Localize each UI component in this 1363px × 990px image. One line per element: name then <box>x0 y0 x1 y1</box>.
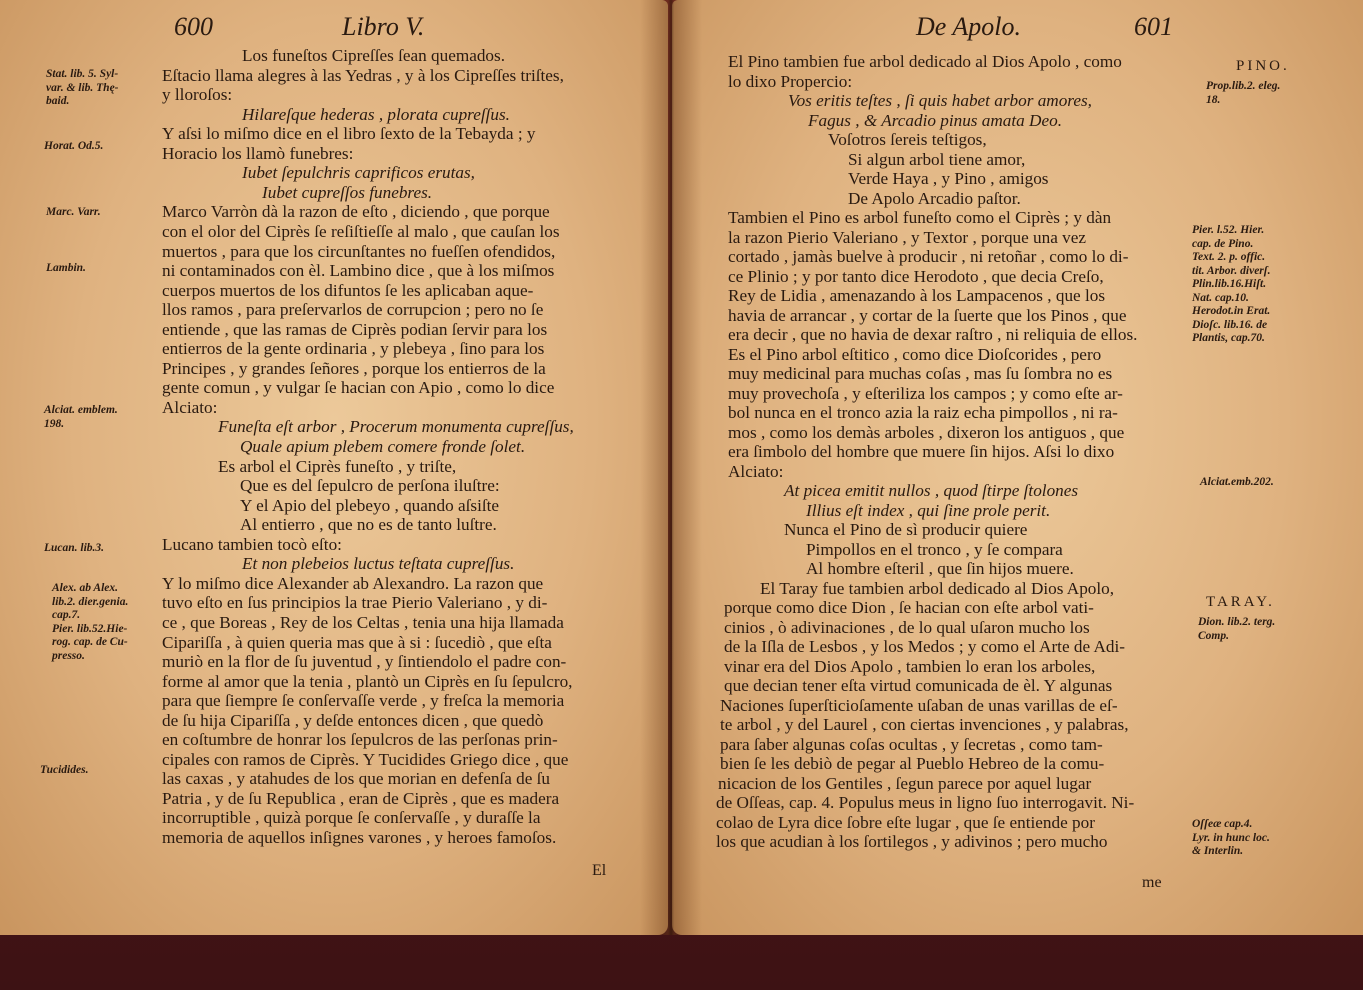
margin-note-line: Marc. Varr. <box>46 206 101 218</box>
left-text-line: cuerpos muertos de los difuntos ſe les aplicaban aque- <box>162 280 534 300</box>
right-running-head: De Apolo. <box>916 12 1021 41</box>
right-text-line: ce Plinio ; y por tanto dice Herodoto , que decia Creſo, <box>728 266 1104 286</box>
margin-note-alciato-2 <box>1200 476 1274 490</box>
left-text-line: de ſu hija Cipariſſa , y deſde entonces dicen , que quedò <box>162 710 544 730</box>
right-page-number: 601 <box>1134 12 1173 41</box>
right-text-line: nicacion de los Gentiles , ſegun parece por aquel lugar <box>718 773 1092 793</box>
left-text-line: y lloroſos: <box>162 85 233 105</box>
margin-note-pierio <box>1192 224 1270 346</box>
right-text-line: era ſimbolo del hombre que muere ſin hijos. Aſsi lo dixo <box>728 442 1115 461</box>
right-text-line: Nunca el Pino de sì producir quiere <box>784 520 1028 539</box>
right-text-line: de Oſſeas, cap. 4. Populus meus in ligno ſuo interrogavit. Ni- <box>716 793 1135 812</box>
margin-note-dion <box>1198 616 1275 643</box>
left-text-line: tuvo eſto en ſus principios la trae Pierio Valeriano , y di- <box>162 593 548 613</box>
margin-note-line: Plantis, cap.70. <box>1192 332 1265 344</box>
margin-note-line: lib.2. dier.genia. <box>52 595 129 608</box>
right-text-line: te arbol , y del Laurel , con ciertas invenciones , y palabras, <box>720 715 1129 734</box>
right-text-line: colao de Lyra dice ſobre eſte lugar , que ſe entiende por <box>716 812 1095 832</box>
left-text-line: Que es del ſepulcro de perſona iluſtre: <box>240 476 500 496</box>
right-text-line: que decian tener eſta virtud comunicada de èl. Y algunas <box>724 676 1113 695</box>
right-text-line: cinios , ò adivinaciones , de lo qual uſaron mucho los <box>724 617 1090 637</box>
right-text-line: Tambien el Pino es arbol funeſto como el Ciprès ; y dàn <box>728 208 1112 227</box>
margin-note-line: baid. <box>46 95 70 107</box>
right-text-line: At picea emitit nullos , quod ſtirpe ſtolones <box>784 481 1079 500</box>
right-text-line: bol nunca en el tronco azia la raiz echa pimpollos , ni ra- <box>728 403 1118 422</box>
margin-note-line: Tucidides. <box>40 764 89 776</box>
left-text-line: Y lo miſmo dice Alexander ab Alexandro. La razon que <box>162 573 544 593</box>
right-text-line: El Taray fue tambien arbol dedicado al Dios Apolo, <box>760 578 1115 598</box>
left-text-line: ce , que Boreas , Rey de los Celtas , tenia una hija llamada <box>162 612 564 632</box>
left-text-line: Patria , y de ſu Republica , eran de Ciprès , que es madera <box>162 788 560 808</box>
left-text-line: forme al amor que la tenia , plantò un Ciprès en ſu ſepulcro, <box>162 671 573 691</box>
margin-note-line: var. & lib. Thę- <box>46 81 119 94</box>
margin-note-osseae <box>1192 818 1270 859</box>
right-text-line: Naciones ſuperſticioſamente uſaban de unas varillas de eſ- <box>720 695 1118 715</box>
right-text-line: lo dixo Propercio: <box>728 71 853 91</box>
right-text-line: los que acudian à los ſortilegos , y adivinos ; pero mucho <box>716 832 1108 851</box>
left-text-line: llos ramos , para preſervarlos de corrupcion ; pero no ſe <box>162 300 544 320</box>
margin-note-line: Prop.lib.2. eleg. <box>1206 80 1281 92</box>
left-text-line: memoria de aquellos inſignes varones , y heroes famoſos. <box>162 828 557 847</box>
margin-note-line: presso. <box>52 649 85 662</box>
margin-note-line: & Interlin. <box>1192 845 1244 857</box>
margin-note-lambin <box>46 262 86 276</box>
left-text-line: Principes , y grandes ſeñores , porque los entierros de la <box>162 358 546 378</box>
left-text-line: Funeſta eſt arbor , Procerum monumenta cupreſſus, <box>218 417 574 437</box>
right-text-line: Verde Haya , y Pino , amigos <box>848 169 1049 188</box>
left-text-line: Lucano tambien tocò eſto: <box>162 534 342 554</box>
right-text-line: porque como dice Dion , ſe hacian con eſte arbol vati- <box>724 598 1094 617</box>
margin-note-alciato <box>44 404 118 431</box>
margin-note-line: Text. 2. p. offic. <box>1192 251 1266 263</box>
margin-note-alexander <box>52 582 128 663</box>
margin-note-line: Lucan. lib.3. <box>44 542 105 554</box>
right-text-line: Illius eſt index , qui ſine prole perit. <box>806 500 1051 520</box>
book-gutter <box>640 0 702 935</box>
left-text-line: Iubet cupreſſos funebres. <box>262 182 433 202</box>
margin-note-line: cap.7. <box>52 609 81 621</box>
right-text-line: Pimpollos en el tronco , y ſe compara <box>806 539 1063 559</box>
margin-note-line: cap. de Pino. <box>1192 237 1254 250</box>
margin-note-lucan <box>44 542 104 556</box>
margin-note-line: Lambin. <box>46 262 86 274</box>
right-text-line: Fagus , & Arcadio pinus amata Deo. <box>808 110 1062 130</box>
left-text-line: Alciato: <box>162 397 218 417</box>
margin-note-line: 198. <box>44 417 65 430</box>
margin-note-line: tit. Arbor. diverſ. <box>1192 264 1271 277</box>
margin-note-line: Horat. Od.5. <box>44 140 104 152</box>
margin-note-line: rog. cap. de Cu- <box>52 636 128 648</box>
left-text-line: incorruptible , quizà porque ſe conſervaſſe , y duraſſe la <box>162 808 541 828</box>
margin-note-line: Oſſeæ cap.4. <box>1192 818 1253 830</box>
left-text-line: entiende , que las ramas de Ciprès podian ſervir para los <box>162 319 548 339</box>
margin-note-line: Nat. cap.10. <box>1192 291 1249 304</box>
margin-note-line: Alciat.emb.202. <box>1200 476 1274 488</box>
margin-head-taray: TARAY. <box>1206 594 1275 610</box>
left-text-line: para que ſiempre ſe conſervaſſe verde , y freſca la memoria <box>162 691 565 711</box>
left-text-line: muertos , para que los circunſtantes no fueſſen ofendidos, <box>162 241 556 261</box>
left-text-line: Eſtacio llama alegres à las Yedras , y à los Cipreſſes triſtes, <box>162 65 564 85</box>
margin-note-line: Alex. ab Alex. <box>52 582 119 594</box>
left-text-line: las caxas , y atahudes de los que morian en defenſa de ſu <box>162 769 551 789</box>
margin-note-line: Alciat. emblem. <box>44 404 118 416</box>
margin-note-line: Herodot.in Erat. <box>1192 305 1271 317</box>
left-text-line: Hilareſque hederas , plorata cupreſſus. <box>242 104 510 124</box>
left-text-line: Es arbol el Ciprès funeſto , y triſte, <box>218 456 457 476</box>
margin-note-line: Comp. <box>1198 629 1229 642</box>
right-text-line: Vos eritis teſtes , ſi quis habet arbor amores, <box>788 91 1092 110</box>
left-text-line: muriò en la flor de ſu juventud , y ſintiendolo el padre con- <box>162 652 567 672</box>
left-text-line: entierros de la gente ordinaria , y plebeya , ſino para los <box>162 339 545 359</box>
right-text-line: para ſaber algunas coſas ocultas , y ſecretas , como tam- <box>720 734 1103 754</box>
margin-note-line: 18. <box>1206 93 1221 106</box>
right-text-line: muy medicinal para muchas coſas , mas ſu ſombra no es <box>728 364 1113 383</box>
left-text-line: Et non plebeios luctus teſtata cupreſſus. <box>242 554 515 574</box>
right-text-line: El Pino tambien fue arbol dedicado al Dios Apolo , como <box>728 52 1122 71</box>
left-running-head: Libro V. <box>342 12 425 41</box>
right-text-line: de la Iſla de Lesbos , y los Medos ; y como el Arte de Adi- <box>724 637 1125 656</box>
left-text-line: cipales con ramos de Ciprès. Y Tucidides Griego dice , que <box>162 749 569 769</box>
margin-note-line: Plin.lib.16.Hiſt. <box>1192 278 1267 290</box>
left-text-line: Y el Apio del plebeyo , quando aſsiſte <box>240 495 500 515</box>
margin-note-propertius <box>1206 80 1280 107</box>
right-text-line: Voſotros ſereis teſtigos, <box>828 130 987 149</box>
margin-note-line: Pier. l.52. Hier. <box>1192 224 1265 236</box>
left-page-number: 600 <box>174 12 213 41</box>
right-text-line: mos , como los demàs arboles , dixeron los antiguos , que <box>728 422 1125 442</box>
right-text-line: Si algun arbol tiene amor, <box>848 149 1026 169</box>
right-text-line: muy provechoſa , y eſteriliza los campos ; y como eſte ar- <box>728 383 1123 403</box>
left-text-line: ni contaminados con èl. Lambino dice , que à los miſmos <box>162 261 555 281</box>
left-text-line: Quale apium plebem comere fronde ſolet. <box>240 437 526 456</box>
margin-note-line: Stat. lib. 5. Syl- <box>46 68 119 80</box>
left-text-line: con el olor del Ciprès ſe reſiſtieſſe al malo , que cauſan los <box>162 221 560 241</box>
right-text-line: la razon Pierio Valeriano , y Textor , porque una vez <box>728 227 1087 247</box>
left-text-line: Marco Varròn dà la razon de eſto , diciendo , que porque <box>162 202 550 222</box>
right-text-line: vinar era del Dios Apolo , tambien lo eran los arboles, <box>724 656 1096 676</box>
margin-note-statius <box>46 68 119 109</box>
right-text-line: cortado , jamàs buelve à producir , ni retoñar , como lo di- <box>728 247 1129 266</box>
right-text-line: era decir , que no havia de dexar raſtro , ni reliquia de ellos. <box>728 325 1138 344</box>
right-catchword: me <box>1142 874 1162 891</box>
left-text-line: Y aſsi lo miſmo dice en el libro ſexto de la Tebayda ; y <box>162 124 536 144</box>
left-catchword: El <box>592 862 607 879</box>
margin-head-pino: PINO. <box>1236 58 1290 74</box>
right-text-line: Es el Pino arbol eſtitico , como dice Dioſcorides , pero <box>728 344 1102 364</box>
right-text-line: bien ſe les debiò de pegar al Pueblo Hebreo de la comu- <box>720 754 1105 773</box>
left-text-line: gente comun , y vulgar ſe hacian con Apio , como lo dice <box>162 378 555 398</box>
left-text-line: Iubet ſepulchris caprificos erutas, <box>242 163 475 183</box>
margin-note-line: Pier. lib.52.Hie- <box>52 622 128 635</box>
margin-note-varro <box>46 206 101 220</box>
right-text-line: havia de arrancar , y cortar de la ſuerte que los Pinos , que <box>728 305 1127 325</box>
right-text-line: Al hombre eſteril , que ſin hijos muere. <box>806 559 1074 578</box>
right-text-line: Rey de Lidia , amenazando à los Lampacenos , que los <box>728 286 1106 305</box>
right-text-line: De Apolo Arcadio paſtor. <box>848 188 1021 208</box>
left-text-line: Cipariſſa , à quien queria mas que à si : ſucediò , que eſta <box>162 632 552 652</box>
margin-note-line: Dion. lib.2. terg. <box>1198 616 1276 628</box>
margin-note-line: Dioſc. lib.16. de <box>1192 318 1268 331</box>
left-text-line: Horacio los llamò funebres: <box>162 143 354 163</box>
margin-note-horace <box>44 140 103 154</box>
left-text-line: Los funeſtos Cipreſſes ſean quemados. <box>242 46 506 65</box>
margin-note-line: Lyr. in hunc loc. <box>1192 831 1270 844</box>
margin-note-thucydides <box>40 764 88 778</box>
left-text-line: en coſtumbre de honrar los ſepulcros de las perſonas prin- <box>162 730 558 750</box>
left-text-line: Al entierro , que no es de tanto luſtre. <box>240 515 497 535</box>
right-text-line: Alciato: <box>728 461 784 481</box>
